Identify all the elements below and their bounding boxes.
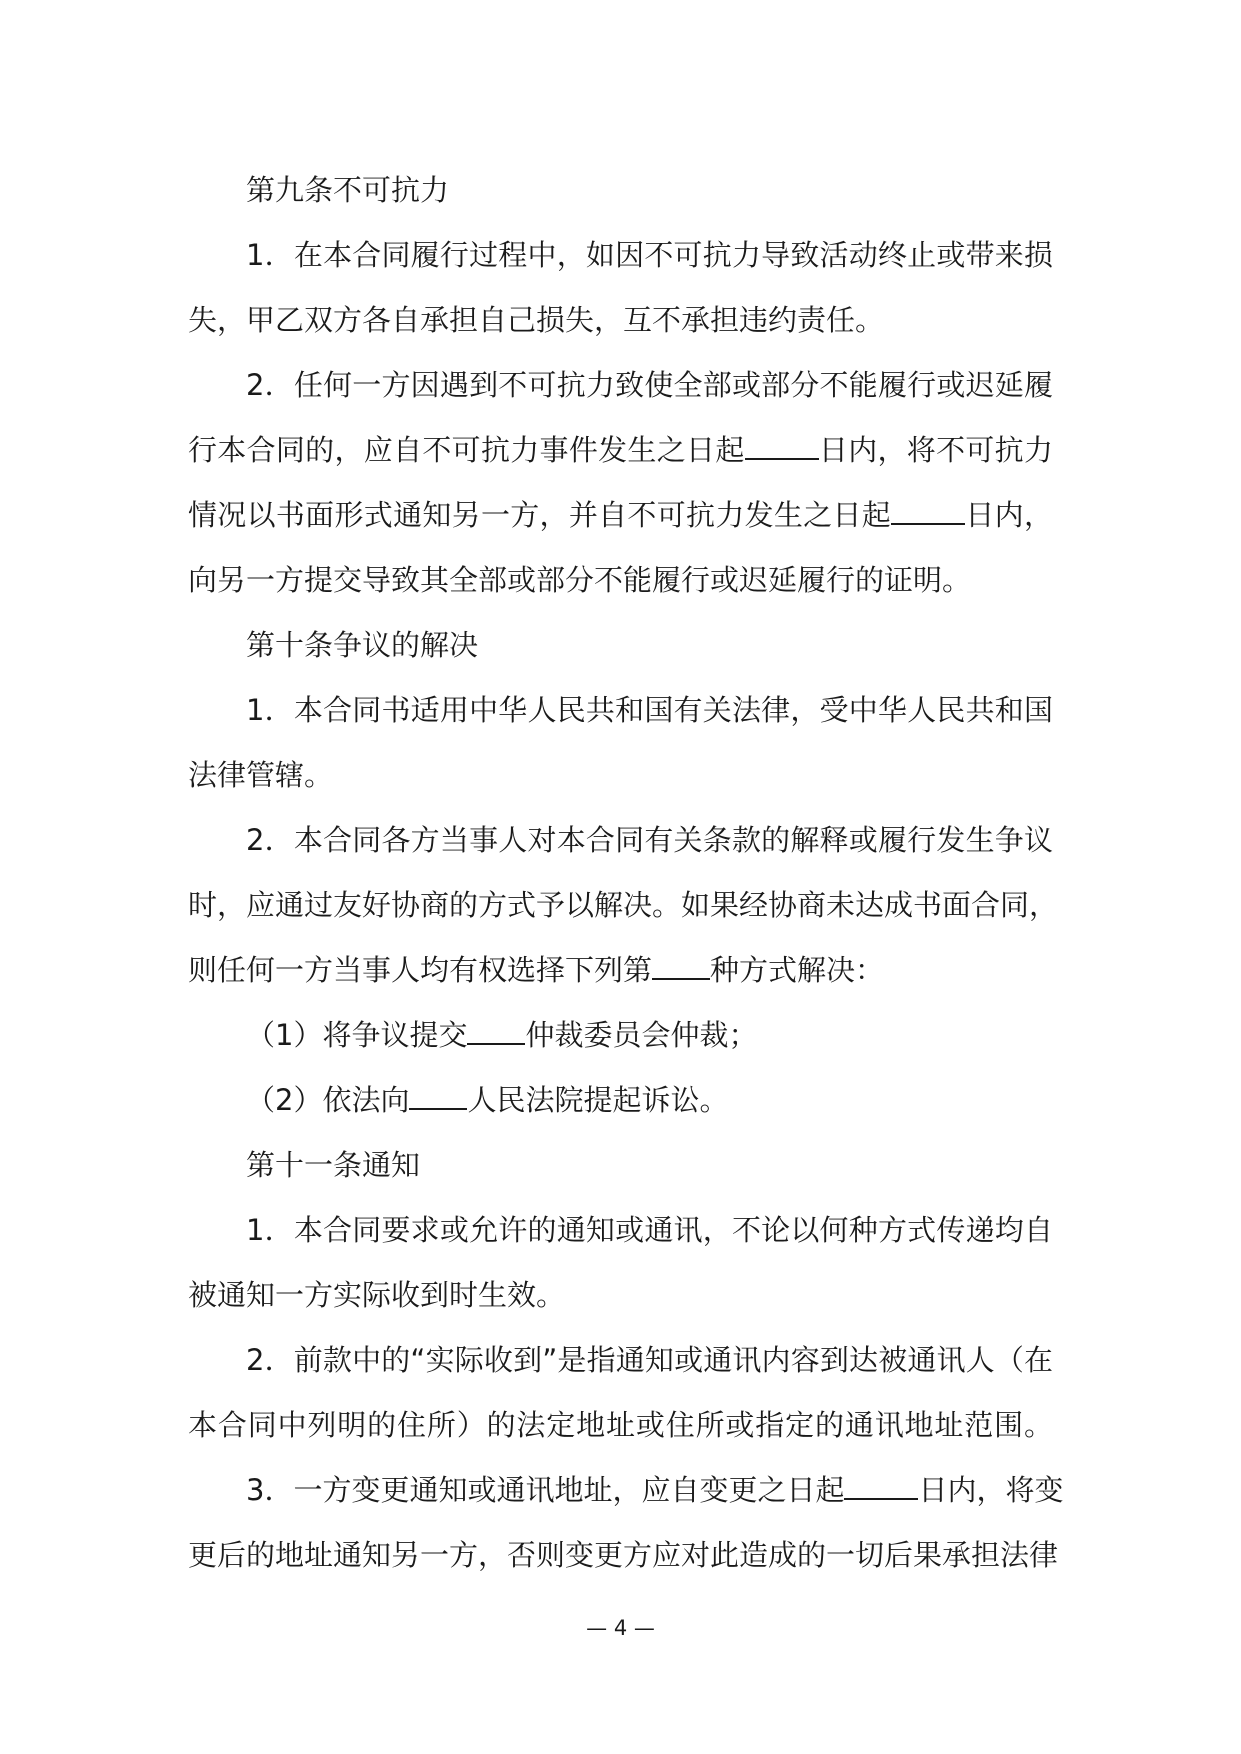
fill-in-blank — [891, 501, 965, 525]
paragraph-line: 时，应通过友好协商的方式予以解决。如果经协商未达成书面合同， — [188, 888, 1059, 922]
document-body — [188, 158, 1064, 1588]
fill-in-blank — [745, 436, 819, 460]
paragraph-line: （1）将争议提交 仲裁委员会仲裁； — [246, 1018, 758, 1052]
paragraph-line: 则任何一方当事人均有权选择下列第 种方式解决： — [188, 953, 885, 987]
article-heading: 第九条不可抗力 — [246, 173, 450, 207]
paragraph-line: 更后的地址通知另一方，否则变更方应对此造成的一切后果承担法律 — [188, 1538, 1059, 1572]
paragraph-line: 1．本合同要求或允许的通知或通讯，不论以何种方式传递均自 — [246, 1213, 1053, 1247]
paragraph-line: 2．任何一方因遇到不可抗力致使全部或部分不能履行或迟延履 — [246, 368, 1053, 402]
paragraph-line: 向另一方提交导致其全部或部分不能履行或迟延履行的证明。 — [188, 563, 972, 597]
fill-in-blank — [652, 956, 710, 980]
paragraph-line: （2）依法向 人民法院提起诉讼。 — [246, 1083, 729, 1117]
paragraph-line: 2．本合同各方当事人对本合同有关条款的解释或履行发生争议 — [246, 823, 1053, 857]
paragraph-line: 法律管辖。 — [188, 758, 334, 792]
paragraph-line: 被通知一方实际收到时生效。 — [188, 1278, 566, 1312]
paragraph-line: 本合同中列明的住所）的法定地址或住所或指定的通讯地址范围。 — [188, 1408, 1053, 1442]
paragraph-line: 3．一方变更通知或通讯地址，应自变更之日起 日内，将变 — [246, 1473, 1064, 1507]
paragraph-line: 失，甲乙双方各自承担自己损失，互不承担违约责任。 — [188, 303, 885, 337]
fill-in-blank — [467, 1021, 525, 1045]
fill-in-blank — [844, 1476, 918, 1500]
paragraph-line: 1．本合同书适用中华人民共和国有关法律，受中华人民共和国 — [246, 693, 1053, 727]
paragraph-line: 情况以书面形式通知另一方，并自不可抗力发生之日起 日内， — [188, 498, 1053, 532]
article-heading: 第十一条通知 — [246, 1148, 421, 1182]
paragraph-line: 2．前款中的“实际收到”是指通知或通讯内容到达被通讯人（在 — [246, 1343, 1053, 1377]
fill-in-blank — [409, 1086, 467, 1110]
page-number: — 4 — — [586, 1616, 655, 1640]
paragraph-line: 行本合同的，应自不可抗力事件发生之日起 日内，将不可抗力 — [188, 433, 1053, 467]
paragraph-line: 1．在本合同履行过程中，如因不可抗力导致活动终止或带来损 — [246, 238, 1053, 272]
article-heading: 第十条争议的解决 — [246, 628, 479, 662]
